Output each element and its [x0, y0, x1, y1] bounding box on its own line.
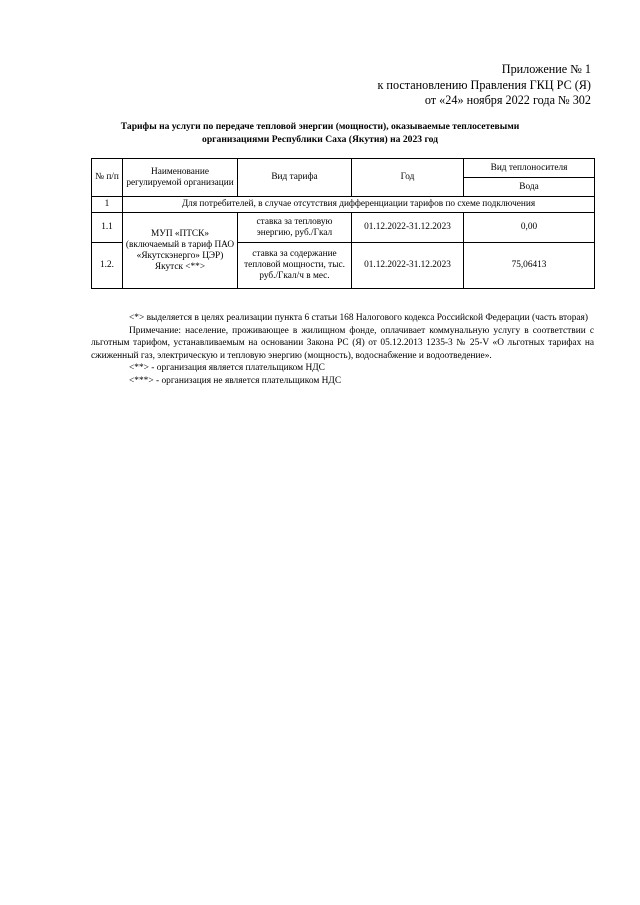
- section-text: Для потребителей, в случае отсутствия дифференциации тарифов по схеме подключения: [123, 197, 595, 213]
- header-organization: Наименование регулируемой организации: [123, 159, 238, 197]
- appendix-decree: к постановлению Правления ГКЦ РС (Я): [377, 77, 591, 92]
- row-num: 1.1: [92, 213, 123, 243]
- header-num: № п/п: [92, 159, 123, 197]
- header-tariff-type: Вид тарифа: [238, 159, 352, 197]
- row-organization: МУП «ПТСК» (включаемый в тариф ПАО «Якутскэнерго» ЦЭР) Якутск <**>: [123, 213, 238, 289]
- header-carrier: Вид теплоносителя: [464, 159, 595, 178]
- appendix-date: от «24» ноября 2022 года № 302: [424, 93, 591, 107]
- table-section-row: [92, 197, 595, 213]
- row-tariff: ставка за содержание тепловой мощности, тыс. руб./Гкал/ч в мес.: [238, 243, 352, 289]
- row-period: 01.12.2022-31.12.2023: [352, 243, 464, 289]
- row-num: 1.2.: [92, 243, 123, 289]
- row-value: 75,06413: [464, 243, 595, 289]
- table-header-row: [92, 159, 595, 178]
- footnote-vat-allocation: <*> выделяется в целях реализации пункта 6 статьи 168 Налогового кодекса Российской Федерации (часть вторая): [129, 313, 588, 323]
- document-title: Тарифы на услуги по передаче тепловой энергии (мощности), оказываемые теплосетевыми организациями Республики Саха (Якутия) на 2023 год: [120, 121, 520, 145]
- table-row: [92, 213, 595, 243]
- row-value: 0,00: [464, 213, 595, 243]
- footnote-vat-payer: <**> - организация является плательщиком НДС: [129, 363, 325, 374]
- appendix-number: Приложение № 1: [501, 62, 591, 76]
- row-tariff: ставка за тепловую энергию, руб./Гкал: [238, 213, 352, 243]
- row-period: 01.12.2022-31.12.2023: [352, 213, 464, 243]
- footnote-population-note: Примечание: население, проживающее в жилищном фонде, оплачивает коммунальную услугу в соответствии с льготным тарифом, устанавливаемым на основании Закона РС (Я) от 05.12.2013 1235-3 № 25-V «О льготных тарифах на сжиженный газ, электрическую и тепловую энергию (мощность), водоснабжение и водоотведение».: [91, 325, 594, 361]
- tariff-table: [91, 158, 595, 289]
- footnotes: [91, 312, 594, 388]
- header-water: Вода: [464, 178, 595, 197]
- section-num: 1: [92, 197, 123, 213]
- appendix-header: [377, 62, 591, 109]
- header-year: Год: [352, 159, 464, 197]
- footnote-non-vat-payer: <***> - организация не является плательщиком НДС: [129, 375, 342, 386]
